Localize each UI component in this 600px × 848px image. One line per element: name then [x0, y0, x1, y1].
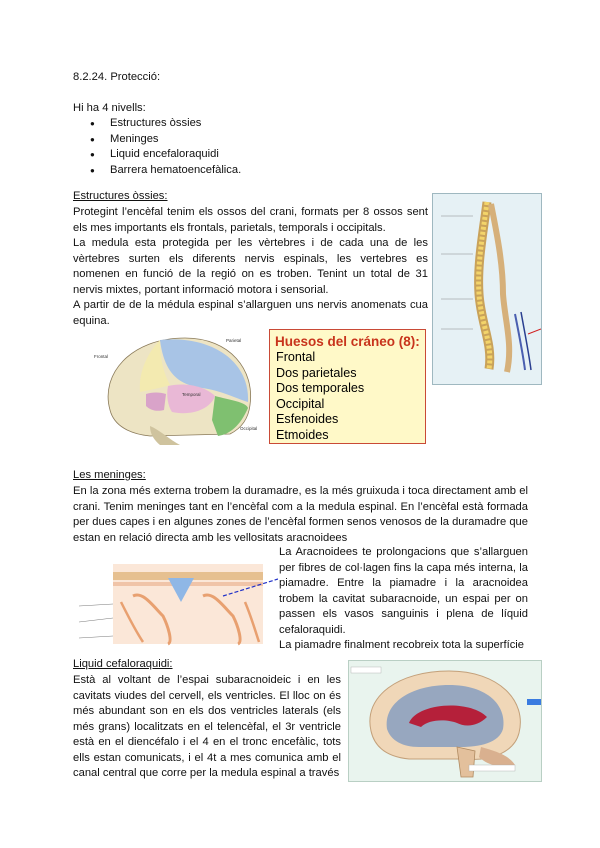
meninges-illustration: [73, 546, 278, 648]
bones-title: Estructures òssies:: [73, 190, 168, 202]
list-item: Occipital: [276, 396, 325, 411]
list-item: Etmoides: [276, 427, 329, 442]
spine-image: [433, 194, 541, 384]
meninges-image: [73, 546, 278, 648]
skull-illustration: [90, 330, 270, 450]
skull-image: [90, 330, 270, 450]
list-item: Dos parietales: [276, 365, 357, 380]
skull-bones-list: [270, 350, 425, 443]
list-item: ● Estructures òssies: [73, 116, 373, 132]
levels-list: [73, 116, 373, 178]
list-item: Esfenoides: [276, 412, 339, 426]
csf-text: [73, 673, 341, 782]
meninges-paragraph-2: La Aracnoidees te prolongacions que s’allarguen per fibres de col·lagen fins la capa més interna, la piamadre. Entre la piamadre i la aracnoidea trobem la cavitat subaracnoide, un espai per on passen els vasos sanguinis i plena de líquid cefaloraquidi.: [279, 546, 528, 636]
bones-paragraph-1: Protegint l’encèfal tenim els ossos del crani, formats per 8 ossos sent els mes importants els frontals, parietals, temporals i occipitals.: [73, 206, 428, 234]
skull-box-title: Huesos del cráneo (8):: [275, 334, 420, 349]
list-item: ● Barrera hematoencefàlica.: [73, 163, 373, 179]
csf-title: Liquid cefaloraquidi:: [73, 658, 173, 670]
spine-illustration: [432, 193, 542, 385]
brain-illustration: [348, 660, 542, 782]
label-occipital: Occipital: [240, 426, 258, 431]
list-item: Dos temporales: [276, 381, 365, 395]
csf-paragraph-1: Està al voltant de l’espai subaracnoideic i en les cavitats viudes del cervell, els ventricles. El lloc on és més abundant son en els dos ventricles laterals (els més grans) localitzats en el telencèfal, el 3r ventricle està en el diencéfalo i el 4 en el tronc encefàlic, tots ells estan comunicats, i el 4t a mes comunica amb el canal central que corre per la medula espinal a través: [73, 674, 341, 779]
intro-text: Hi ha 4 nivells:: [73, 102, 146, 114]
label-frontal: Frontal: [94, 354, 109, 359]
meninges-intro: [73, 484, 528, 546]
list-item: ● Liquid encefaloraquidi: [73, 147, 373, 163]
section-heading: 8.2.24. Protecció:: [73, 71, 161, 83]
label-temporal: Temporal: [182, 392, 201, 397]
label-parietal: Parietal: [226, 338, 242, 343]
list-item: Frontal: [276, 350, 316, 364]
list-item: ● Meninges: [73, 132, 373, 148]
bones-paragraph-2: La medula esta protegida per les vèrtebres i de cada una de les vèrtebres surten els diferents nervis espinals, les vertebres es nomenen en funció de la regió on es troben. Tenint un total de 31 nervis mixtes, portant informació motora i sensorial.: [73, 237, 428, 296]
meninges-paragraph-3: La piamadre finalment recobreix tota la superfície: [279, 639, 525, 651]
skull-bones-box: [269, 329, 426, 444]
meninges-title: Les meninges:: [73, 469, 146, 481]
brain-image: [349, 661, 541, 781]
meninges-paragraph-1: En la zona més externa trobem la duramadre, es la més gruixuda i toca directament amb el crani. Tenim meninges tant en l’encèfal com a la medula espinal. En l’encèfal està formada per dues capes i en algunes zones de l’encèfal formen senos venosos de la duramadre que estan en relació directa amb les vellositats aracnoidees: [73, 485, 528, 544]
bones-paragraph-3: A partir de de la médula espinal s’allarguen uns nervis anomenats cua equina.: [73, 299, 428, 327]
bones-text: [73, 205, 428, 329]
meninges-side-text: [279, 545, 528, 654]
